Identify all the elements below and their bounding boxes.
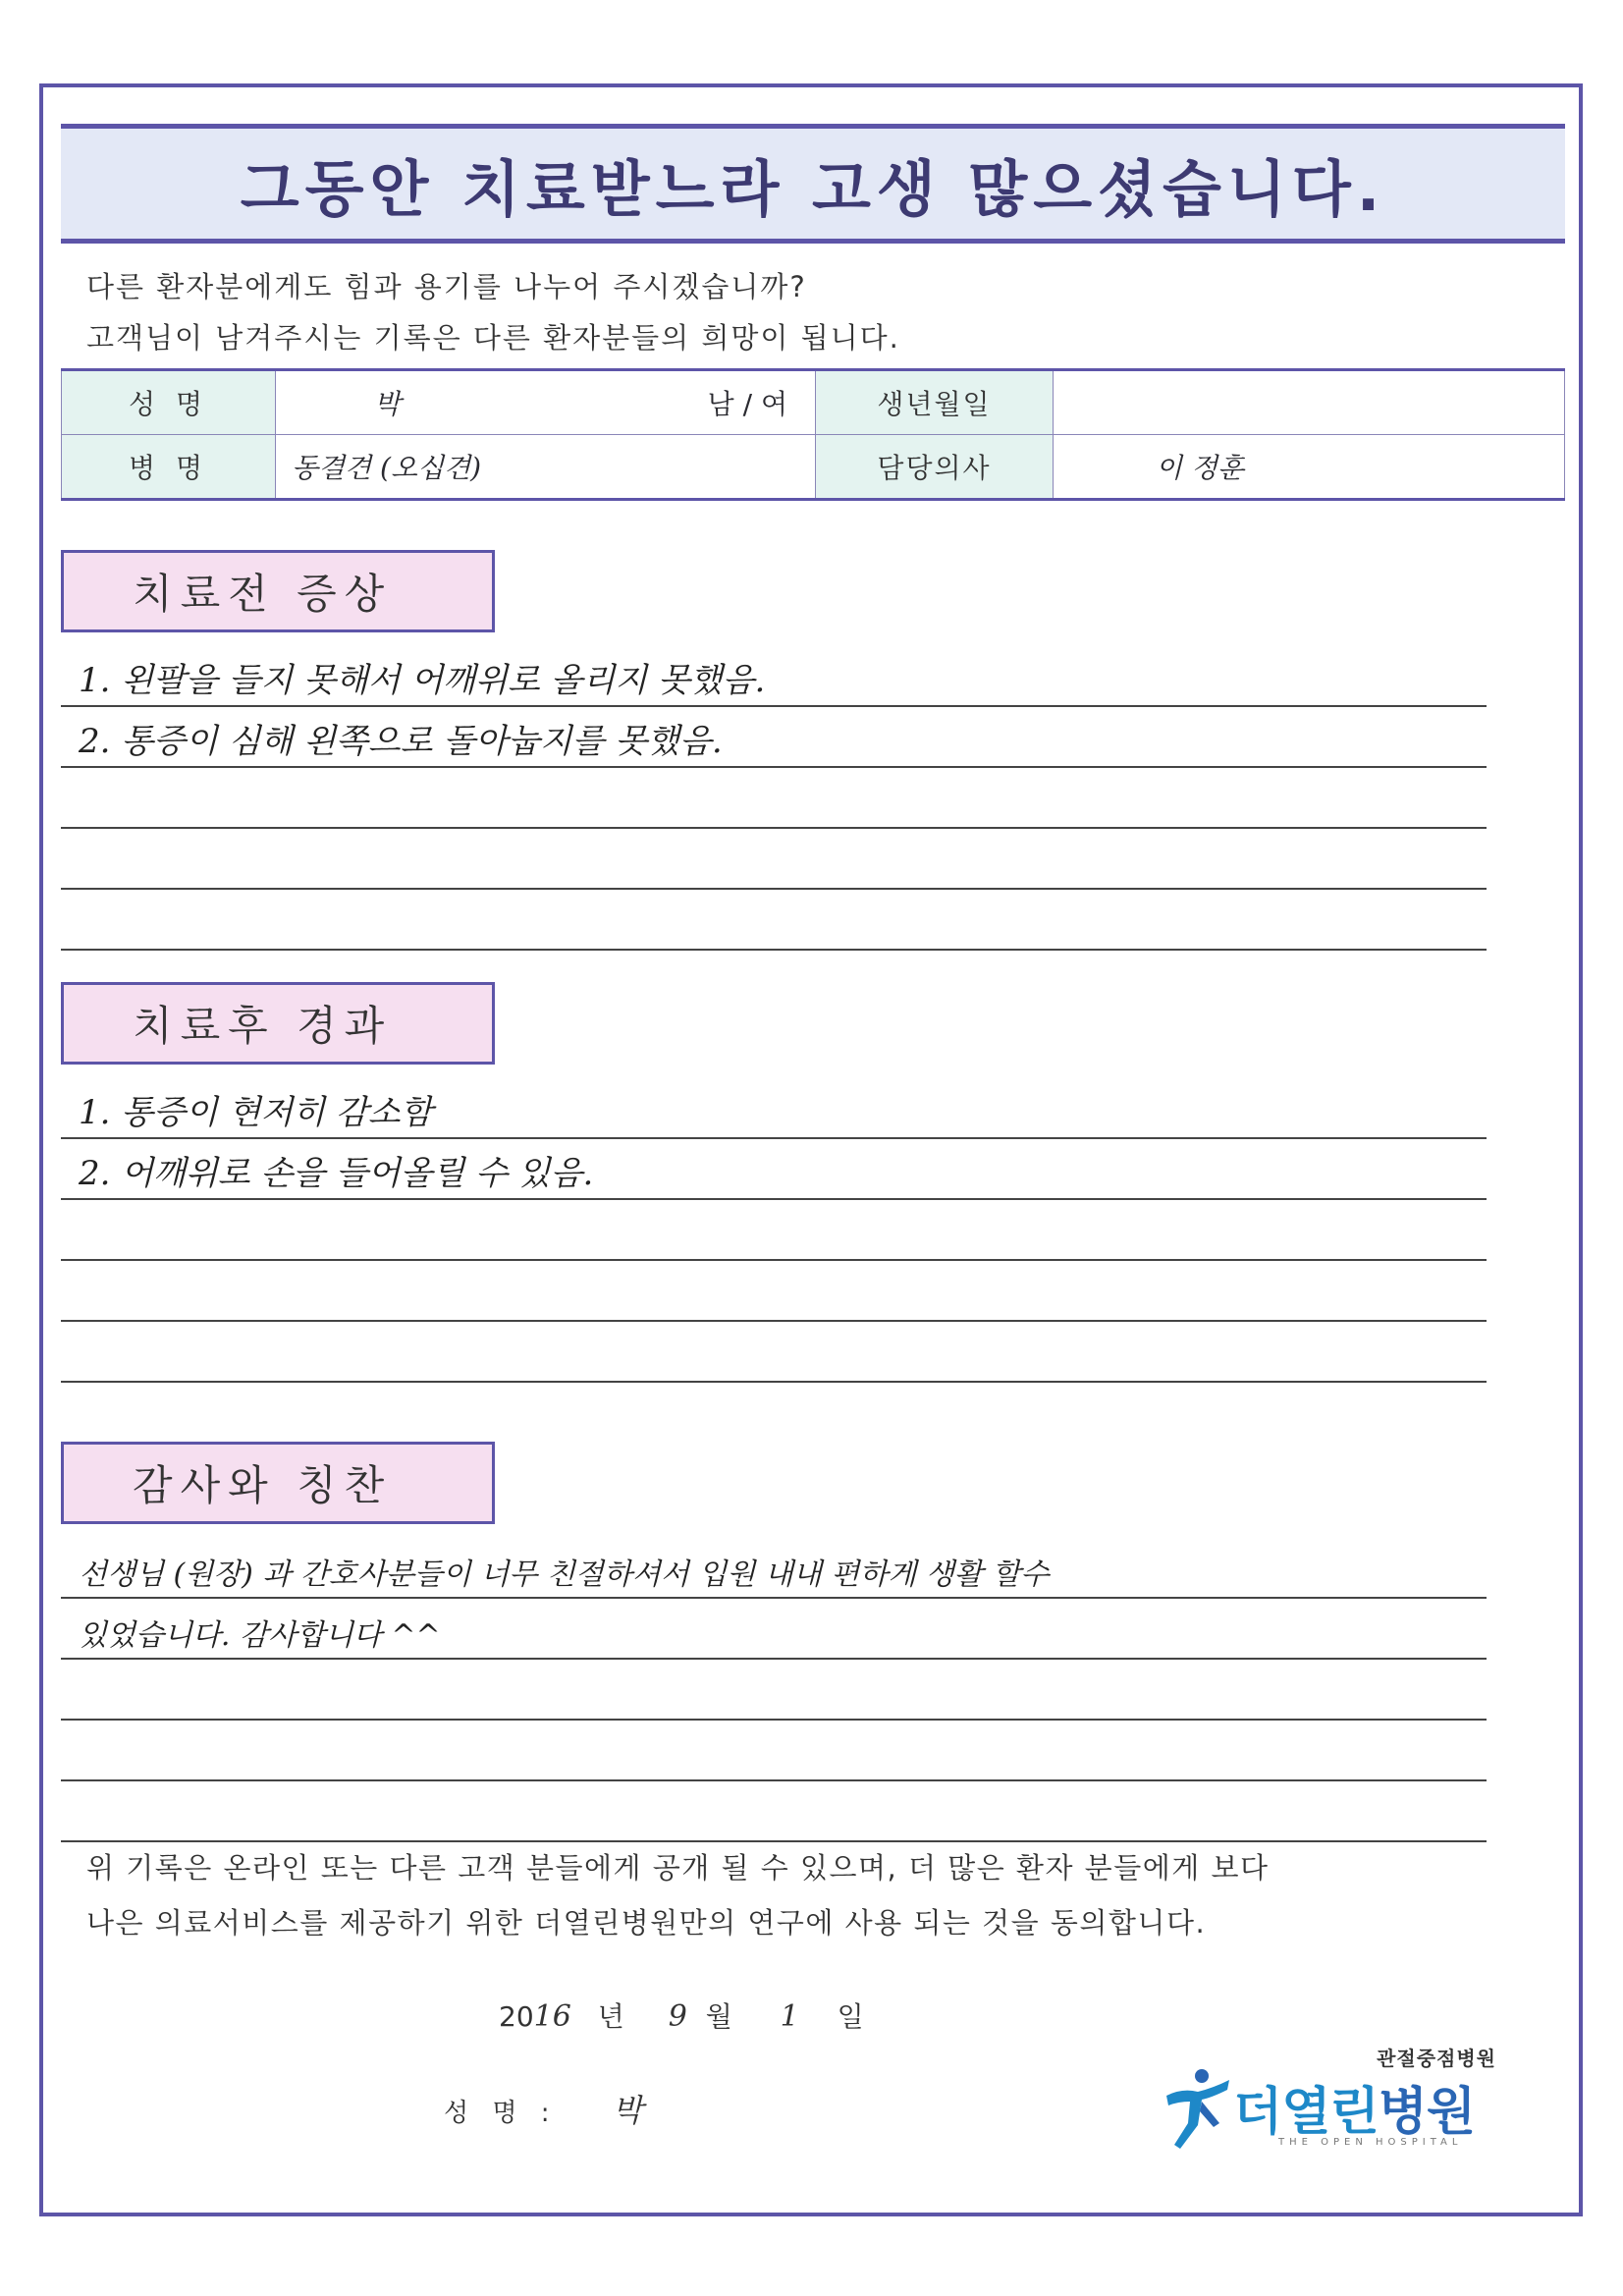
date-row[interactable] <box>499 1995 864 2035</box>
title-banner <box>61 124 1565 244</box>
line-row <box>61 829 1487 890</box>
intro-line-2: 고객님이 남겨주시는 기록은 다른 환자분들의 희망이 됩니다. <box>86 321 900 355</box>
line-text: 1. 왼팔을 들지 못해서 어깨위로 올리지 못했음. <box>79 661 766 700</box>
logo-name <box>1233 2070 1475 2144</box>
disease-label: 병 명 <box>62 435 276 500</box>
section-before-title: 치료전 증상 <box>133 570 393 618</box>
line-text: 2. 어깨위로 손을 들어올릴 수 있음. <box>79 1154 594 1193</box>
signature-value: 박 <box>612 2092 643 2129</box>
line-row <box>61 1139 1487 1200</box>
hospital-logo <box>1163 2043 1496 2160</box>
section-before-lines[interactable] <box>61 646 1487 951</box>
date-year-label: 년 <box>597 2000 624 2033</box>
doctor-label: 담당의사 <box>816 435 1054 500</box>
consent-line-2: 나은 의료서비스를 제공하기 위한 더열린병원만의 연구에 사용 되는 것을 동의합니다. <box>86 1906 1207 1940</box>
consent-line-1: 위 기록은 온라인 또는 다른 고객 분들에게 공개 될 수 있으며, 더 많은 환자 분들에게 보다 <box>86 1851 1270 1885</box>
section-thanks-title: 감사와 칭찬 <box>133 1461 393 1509</box>
line-row <box>61 1599 1487 1660</box>
section-thanks-header <box>61 1442 495 1524</box>
line-text: 선생님 (원장) 과 간호사분들이 너무 친절하셔서 입원 내내 편하게 생활 할수 <box>79 1558 1050 1592</box>
section-thanks-lines[interactable] <box>61 1538 1487 1842</box>
birth-label: 생년월일 <box>816 370 1054 435</box>
date-day-label: 일 <box>837 2000 864 2033</box>
logo-name-part1: 더열린 <box>1233 2083 1379 2142</box>
line-row <box>61 646 1487 707</box>
date-day: 1 <box>780 1999 799 2034</box>
name-cell[interactable] <box>276 370 816 435</box>
birth-value[interactable] <box>1054 370 1565 435</box>
line-row <box>61 1078 1487 1139</box>
line-row <box>61 1322 1487 1383</box>
section-after-lines[interactable] <box>61 1078 1487 1383</box>
line-row <box>61 1721 1487 1781</box>
line-text: 1. 통증이 현저히 감소함 <box>79 1093 433 1132</box>
doctor-value[interactable] <box>1054 435 1565 500</box>
gender-value: 남 / 여 <box>707 388 787 420</box>
intro-line-1: 다른 환자분에게도 힘과 용기를 나누어 주시겠습니까? <box>86 270 807 303</box>
name-value: 박 <box>374 388 402 420</box>
line-row <box>61 707 1487 768</box>
page-title: 그동안 치료받느라 고생 많으셨습니다. <box>240 152 1386 225</box>
line-row <box>61 768 1487 829</box>
date-year: 16 <box>533 1999 571 2034</box>
line-row <box>61 1538 1487 1599</box>
patient-info-table <box>61 368 1565 501</box>
line-row <box>61 1781 1487 1842</box>
line-row <box>61 1200 1487 1261</box>
line-text: 있었습니다. 감사합니다 ^^ <box>79 1618 441 1653</box>
signature-label: 성 명 : <box>444 2099 558 2128</box>
disease-text: 동결견 (오십견) <box>292 452 482 484</box>
line-row <box>61 1261 1487 1322</box>
date-month: 9 <box>668 1999 687 2034</box>
doctor-text: 이 정훈 <box>1156 452 1245 484</box>
line-text: 2. 통증이 심해 왼쪽으로 돌아눕지를 못했음. <box>79 722 723 761</box>
section-before-header <box>61 550 495 632</box>
logo-figure-icon <box>1163 2066 1233 2155</box>
logo-english: THE OPEN HOSPITAL <box>1278 2137 1463 2148</box>
date-month-label: 월 <box>705 2000 732 2033</box>
disease-value[interactable] <box>276 435 816 500</box>
signature-row[interactable] <box>444 2086 643 2131</box>
line-row <box>61 1660 1487 1721</box>
logo-subtitle: 관절중점병원 <box>1377 2047 1496 2070</box>
section-after-title: 치료후 경과 <box>133 1002 393 1050</box>
logo-name-part2: 병원 <box>1378 2083 1476 2142</box>
name-label: 성 명 <box>62 370 276 435</box>
line-row <box>61 890 1487 951</box>
section-after-header <box>61 982 495 1065</box>
date-prefix: 20 <box>499 2000 534 2033</box>
